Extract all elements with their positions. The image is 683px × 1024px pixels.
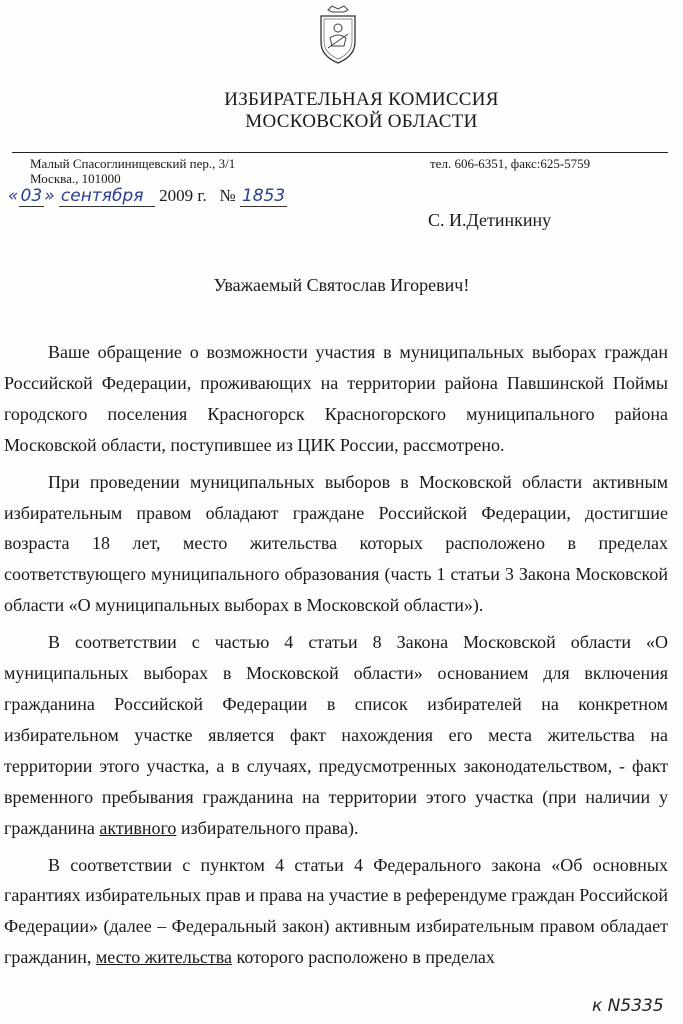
salutation: Уважаемый Святослав Игоревич!	[213, 275, 470, 295]
addressee: С. И.Детинкину	[428, 210, 552, 230]
letter-body	[4, 337, 668, 973]
paragraph-3-underlined: активного	[99, 817, 177, 838]
date-day: 03	[20, 186, 43, 206]
paragraph-4-underlined: место жительства	[95, 947, 233, 968]
organization-title-line1: ИЗБИРАТЕЛЬНАЯ КОМИССИЯ	[224, 89, 499, 110]
paragraph-1: Ваше обращение о возможности участия в муниципальных выборах граждан Российской Федерации, проживающих на территории района Павшинской Поймы городского поселения Красногорск Красногорского муниципального района Московской области, поступившее из ЦИК России, рассмотрено.	[4, 342, 668, 455]
paragraph-3-text-a: В соответствии с частью 4 статьи 8 Закона Московской области «О муниципальных выборах в Московской области» основанием для включения гражданина Российской Федерации в список избирателей на конкретном избирательном участке является факт нахождения его места жительства на территории этого участка, а в случаях, предусмотренных законодательством, - факт временного пребывания гражданина на территории этого участка (при наличии у гражданина	[4, 632, 668, 838]
document-number-label: №	[219, 186, 236, 205]
date-close-quote: »	[44, 186, 55, 206]
address-street: Малый Спасоглинищевский пер., 3/1	[30, 156, 236, 171]
date-open-quote: «	[8, 186, 19, 206]
coat-of-arms-emblem	[316, 4, 360, 66]
date-year: 2009 г.	[159, 186, 207, 205]
document-number: 1853	[241, 186, 286, 206]
paragraph-4-text-a: В соответствии с пунктом 4 статьи 4 Федерального закона «Об основных гарантиях избирательных прав и права на участие в референдуме граждан Российской Федерации» (далее – Федеральный закон) активным избирательным правом обладает гражданин,	[4, 854, 668, 968]
incoming-number-mark: к N5335	[592, 996, 664, 1016]
paragraph-2: При проведении муниципальных выборов в Московской области активным избирательным правом обладают граждане Российской Федерации, достигшие возраста 18 лет, место жительства которых расположено в пределах соответствующего муниципального образования (часть 1 статьи 3 Закона Московской области «О муниципальных выборах в Московской области»).	[4, 471, 668, 616]
organization-title-line2: МОСКОВСКОЙ ОБЛАСТИ	[245, 111, 478, 132]
paragraph-3	[4, 627, 668, 843]
address-city: Москва., 101000	[30, 171, 121, 186]
paragraph-3-text-b: избирательного права).	[180, 817, 359, 838]
paragraph-4	[4, 850, 668, 974]
header-divider	[12, 152, 668, 153]
date-and-number-line	[8, 186, 287, 207]
date-month: сентября	[59, 186, 155, 207]
contact-phone-fax: тел. 606-6351, факс:625-5759	[430, 156, 591, 171]
paragraph-4-text-b: которого расположено в пределах	[236, 947, 495, 968]
